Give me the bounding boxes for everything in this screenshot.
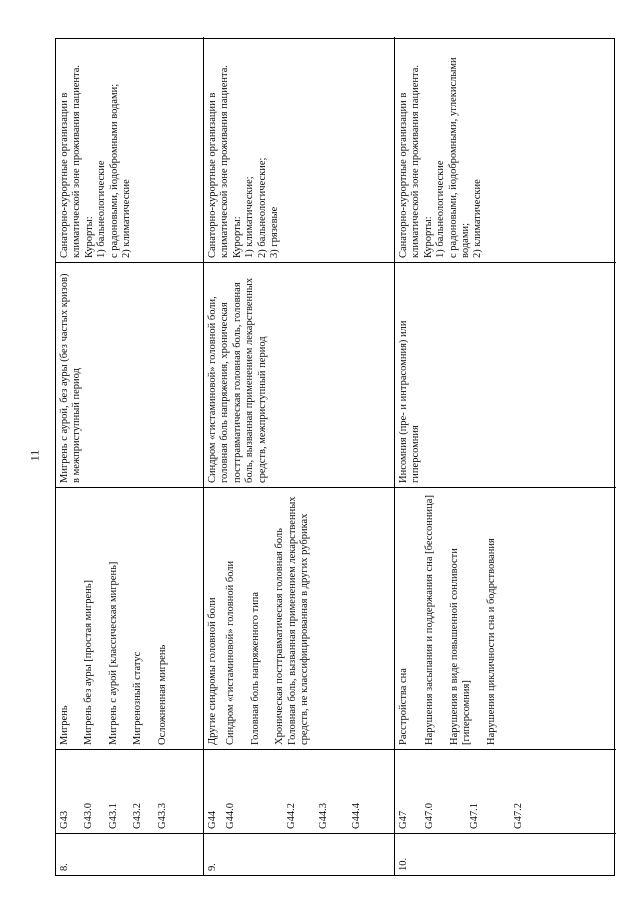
row-number: 9. <box>204 833 394 875</box>
page-number: 11 <box>27 449 42 462</box>
table-row <box>56 37 204 875</box>
disease-name: Нарушения засыпания и поддержания сна [бессонница] <box>424 495 436 745</box>
disease-table <box>55 38 615 876</box>
disease-name: Синдром «гистаминовой» головной боли <box>225 560 237 745</box>
sanatorium-organizations <box>204 37 394 262</box>
icd-code: G43.1 <box>107 803 119 829</box>
icd-codes <box>204 749 394 833</box>
disease-names <box>204 487 394 749</box>
disease-name: Другие синдромы головной боли <box>207 597 218 745</box>
org-line: с радоновыми, йодобромными, углекислыми водами; <box>447 57 472 258</box>
icd-code: G47 <box>398 810 409 829</box>
org-line: 2) климатические <box>472 179 484 258</box>
disease-name: Осложненная мигрень <box>156 644 168 745</box>
org-line: 3) грязевые <box>269 206 281 258</box>
disease-name: Мигрень без ауры [простая мигрень] <box>83 579 95 745</box>
icd-code: G44 <box>207 810 218 829</box>
disease-name: Хроническая посттравматическая головная боль <box>274 528 286 745</box>
org-line: с радоновыми, йодобромными водами; <box>108 83 120 258</box>
org-line: 1) климатические; <box>244 176 256 258</box>
org-line: Санаторно-курортные организации в климатической зоне проживания пациента. <box>59 65 83 258</box>
table-row <box>395 37 616 875</box>
org-line: 2) климатические <box>121 179 133 258</box>
org-line: Курорты: <box>422 216 434 258</box>
org-line: Санаторно-курортные организации в климатической зоне проживания пациента. <box>398 65 422 258</box>
disease-names <box>56 487 203 749</box>
disease-names <box>395 487 616 749</box>
icd-code: G43.0 <box>83 803 95 829</box>
disease-name: Мигрень <box>59 705 70 745</box>
icd-code: G47.2 <box>513 803 525 829</box>
disease-name: Головная боль, вызванная применением лекарственных средств, не классифицированная в других рубриках <box>286 496 311 745</box>
disease-form: Синдром «гистаминовой» головной боли, головная боль напряжения, хроническая посттравматическая головная боль, головная боль, вызванная применением лекарственных средств, межприступный период <box>204 262 394 487</box>
icd-codes <box>56 749 203 833</box>
icd-code: G44.2 <box>285 803 297 829</box>
icd-code: G44.3 <box>318 803 330 829</box>
disease-name: Мигренозный статус <box>132 651 144 745</box>
org-line: 1) бальнеологические <box>96 160 108 258</box>
icd-code: G43.3 <box>156 803 168 829</box>
row-number: 8. <box>56 833 203 875</box>
disease-name: Мигрень с аурой [классическая мигрень] <box>107 561 119 745</box>
icd-code: G44.4 <box>350 803 362 829</box>
icd-code: G44.0 <box>225 803 237 829</box>
table-container <box>55 38 615 876</box>
org-line: Курорты: <box>231 216 243 258</box>
sanatorium-organizations <box>395 37 616 262</box>
sanatorium-organizations <box>56 37 203 262</box>
icd-code: G47.0 <box>424 803 436 829</box>
disease-name: Головная боль напряженного типа <box>249 591 261 745</box>
org-line: 2) бальнеологические; <box>256 157 268 258</box>
disease-form: Мигрень с аурой, без ауры (без частых кризов) в межприступный период <box>56 262 203 487</box>
icd-code: G47.1 <box>468 803 480 829</box>
table-row <box>204 37 395 875</box>
disease-name: Расстройства сна <box>398 668 409 745</box>
icd-code: G43 <box>59 810 70 829</box>
org-line: Курорты: <box>83 216 95 258</box>
icd-codes <box>395 749 616 833</box>
row-number: 10. <box>395 833 616 875</box>
disease-form: Инсомния (пре- и интрасомния) или гиперсомния <box>395 262 616 487</box>
org-line: 1) бальнеологические <box>435 160 447 258</box>
disease-name: Нарушения цикличности сна и бодрствования <box>485 538 497 745</box>
org-line: Санаторно-курортные организации в климатической зоне проживания пациента. <box>207 65 231 258</box>
disease-name: Нарушения в виде повышенной сонливости [гиперсомния] <box>448 548 473 745</box>
icd-code: G43.2 <box>132 803 144 829</box>
